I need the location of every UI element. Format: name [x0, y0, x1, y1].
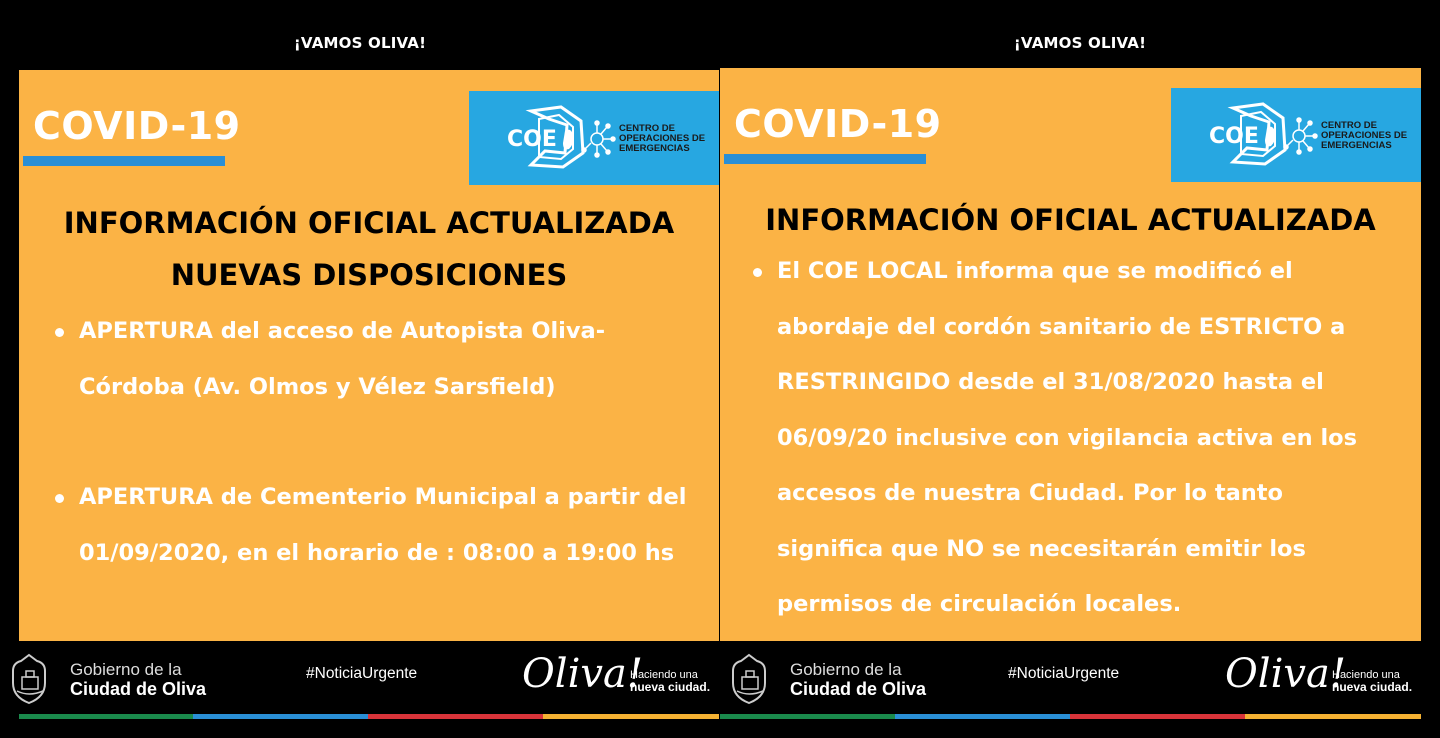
- bullet-line: significa que NO se necesitarán emitir los: [777, 535, 1306, 562]
- covid-title: COVID-19: [734, 102, 942, 146]
- coe-line1: CENTRO DE: [1321, 120, 1377, 131]
- bullet-line: RESTRINGIDO desde el 31/08/2020 hasta el: [777, 369, 1324, 395]
- government-label: [70, 661, 206, 699]
- footer: [0, 641, 720, 714]
- slogan: [630, 669, 710, 694]
- slogan-line-1: Haciendo una: [1332, 669, 1400, 681]
- stripe-red: [1070, 714, 1245, 719]
- coe-line1: CENTRO DE: [619, 123, 675, 134]
- list-item: [735, 244, 1415, 633]
- covid-underline: [23, 156, 225, 166]
- city-crest-icon: [0, 641, 70, 714]
- bullet-dot: [55, 328, 64, 337]
- coe-line3: EMERGENCIAS: [1321, 140, 1392, 151]
- bullet-line: 06/09/20 inclusive con vigilancia activa en los: [777, 424, 1358, 451]
- coe-logo-icon: [1171, 88, 1421, 182]
- bullet-text: de Cementerio Municipal a partir del 01/09/2020, en el horario de : 08:00 a 19:00 hs: [79, 484, 687, 566]
- footer: [720, 641, 1440, 714]
- coe-short: COE: [507, 127, 557, 152]
- bullet-strong: APERTURA: [79, 484, 213, 510]
- bullet-line: accesos de nuestra Ciudad. Por lo tanto: [777, 480, 1284, 506]
- bullet-strong: APERTURA: [79, 318, 213, 344]
- slogan: [1332, 669, 1412, 694]
- coe-short: COE: [1209, 124, 1259, 149]
- slogan-line-1: Haciendo una: [630, 669, 698, 681]
- government-label: [790, 661, 926, 699]
- heading-line-1: INFORMACIÓN OFICIAL ACTUALIZADA: [765, 203, 1376, 237]
- heading-line-2: NUEVAS DISPOSICIONES: [170, 258, 568, 292]
- oliva-brand: Oliva!: [1225, 651, 1346, 697]
- bullet-list: [735, 244, 1415, 633]
- coe-logo-box: [1171, 88, 1421, 182]
- bullet-line: permisos de circulación locales.: [777, 591, 1182, 617]
- city-crest-icon: [720, 641, 790, 714]
- heading: [720, 194, 1421, 246]
- bullet-line: El COE LOCAL informa que se modificó el: [777, 258, 1293, 284]
- coe-line3: EMERGENCIAS: [619, 143, 690, 154]
- slogan-line-2: nueva ciudad.: [630, 680, 711, 694]
- stripe-yellow: [543, 714, 719, 719]
- gob-line-2: Ciudad de Oliva: [70, 679, 207, 699]
- coe-line2: OPERACIONES DE: [619, 133, 706, 144]
- covid-underline: [724, 154, 926, 164]
- hashtag: #NoticiaUrgente: [306, 665, 418, 682]
- stripe-green: [19, 714, 193, 719]
- right-panel: [720, 0, 1440, 738]
- gob-line-2: Ciudad de Oliva: [790, 679, 927, 699]
- coe-logo-icon: [469, 91, 719, 185]
- bullet-list: [37, 304, 697, 581]
- stripe-blue: [895, 714, 1070, 719]
- info-card: [720, 68, 1421, 641]
- top-label: ¡VAMOS OLIVA!: [293, 34, 427, 52]
- covid-title: COVID-19: [33, 104, 241, 148]
- top-label: ¡VAMOS OLIVA!: [1013, 34, 1147, 52]
- coe-line2: OPERACIONES DE: [1321, 130, 1408, 141]
- gob-line-1: Gobierno de la: [70, 660, 182, 679]
- list-item: [37, 304, 697, 415]
- heading-line-1: INFORMACIÓN OFICIAL ACTUALIZADA: [63, 206, 675, 240]
- stripe-yellow: [1245, 714, 1421, 719]
- stripe-green: [720, 714, 895, 719]
- hashtag: #NoticiaUrgente: [1008, 665, 1120, 682]
- heading: [19, 197, 719, 301]
- gob-line-1: Gobierno de la: [790, 660, 902, 679]
- slogan-line-2: nueva ciudad.: [1332, 680, 1413, 694]
- bullet-text: del acceso de Autopista Oliva-Córdoba (Av. Olmos y Vélez Sarsfield): [79, 318, 606, 400]
- bullet-dot: [55, 494, 64, 503]
- bullet-line: abordaje del cordón sanitario de ESTRICTO a: [777, 313, 1346, 340]
- stripe-red: [368, 714, 543, 719]
- oliva-brand: Oliva!: [522, 651, 643, 697]
- stripe-blue: [193, 714, 368, 719]
- coe-logo-box: [469, 91, 719, 185]
- list-item: [37, 470, 697, 581]
- bullet-dot: [753, 268, 762, 277]
- info-card: [19, 70, 719, 641]
